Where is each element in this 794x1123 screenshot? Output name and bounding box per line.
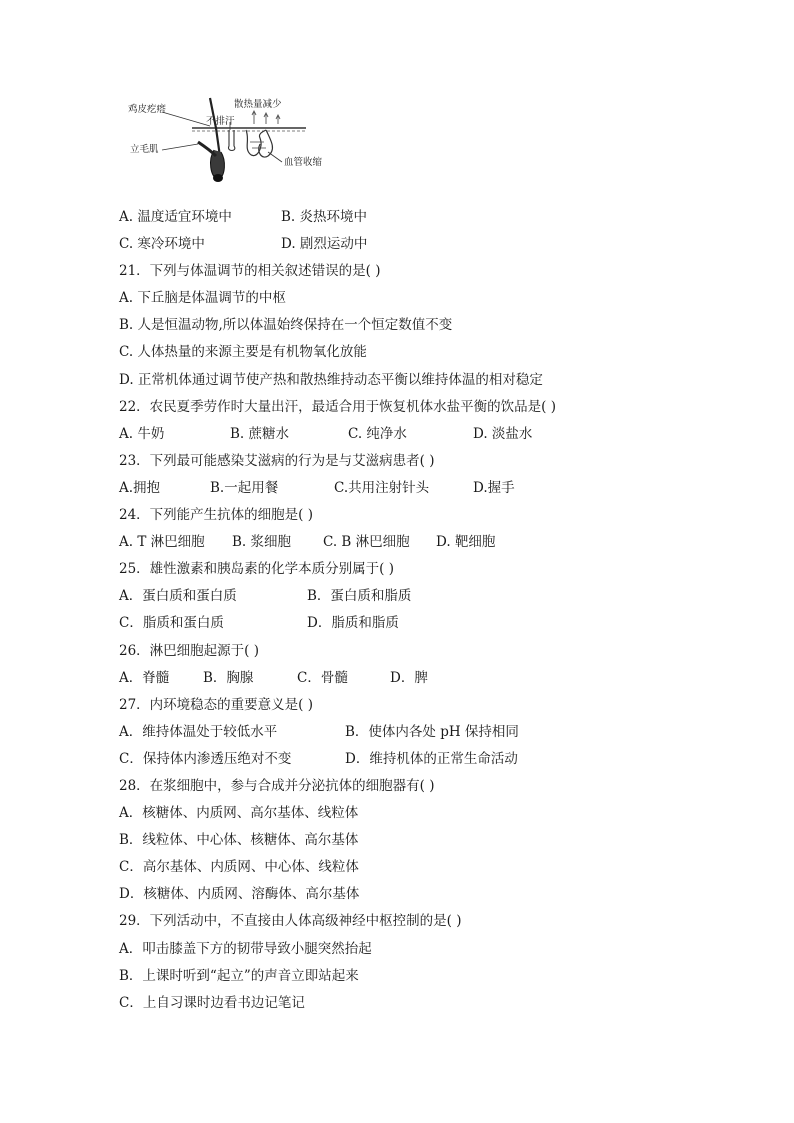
- answer-option: B．胸腺: [203, 669, 254, 686]
- text-line: [119, 881, 679, 908]
- option-row: [119, 665, 679, 692]
- answer-option: A. 牛奶: [119, 425, 165, 442]
- option-row: [119, 583, 679, 610]
- answer-option: C．脂质和蛋白质: [119, 615, 224, 632]
- question-text: 21．下列与体温调节的相关叙述错误的是( ): [119, 263, 381, 280]
- text-line: [119, 773, 679, 800]
- answer-option: D．脂质和脂质: [307, 615, 399, 632]
- option-row: [119, 475, 679, 502]
- option-row: [119, 746, 679, 773]
- text-line: [119, 394, 679, 421]
- text-line: [119, 638, 679, 665]
- text-line: [119, 502, 679, 529]
- option-row: [119, 529, 679, 556]
- answer-option: B．蛋白质和脂质: [307, 588, 412, 605]
- answer-option: B. 浆细胞: [232, 534, 292, 551]
- text-line: [119, 339, 679, 366]
- skin-thermoregulation-figure: [126, 90, 346, 192]
- answer-option: C．骨髓: [297, 669, 348, 686]
- question-text: 25．雄性激素和胰岛素的化学本质分别属于( ): [119, 561, 395, 578]
- question-text: B．线粒体、中心体、核糖体、高尔基体: [119, 832, 359, 849]
- text-line: [119, 936, 679, 963]
- question-content: [119, 204, 679, 1017]
- label-no-sweat: 不排汗: [206, 116, 235, 127]
- text-line: [119, 800, 679, 827]
- label-vessel-constrict: 血管收缩: [284, 157, 323, 168]
- text-line: [119, 556, 679, 583]
- answer-option: C．保持体内渗透压绝对不变: [119, 750, 292, 767]
- question-text: B．上课时听到“起立”的声音立即站起来: [119, 967, 359, 984]
- question-text: A．叩击膝盖下方的韧带导致小腿突然抬起: [119, 940, 372, 957]
- answer-option: A. 温度适宜环境中: [119, 209, 232, 225]
- answer-option: B．使体内各处 pH 保持相同: [345, 723, 519, 740]
- answer-option: D.握手: [473, 479, 515, 496]
- option-row: [119, 421, 679, 448]
- question-text: C．高尔基体、内质网、中心体、线粒体: [119, 859, 359, 876]
- option-row: [119, 231, 679, 258]
- question-text: D．核糖体、内质网、溶酶体、高尔基体: [119, 886, 360, 903]
- question-text: C．上自习课时边看书边记笔记: [119, 994, 305, 1011]
- text-line: [119, 908, 679, 935]
- text-line: [119, 285, 679, 312]
- label-erector-muscle: 立毛肌: [130, 144, 159, 155]
- answer-option: B. 蔗糖水: [230, 425, 290, 442]
- answer-option: A．蛋白质和蛋白质: [119, 588, 237, 605]
- question-text: 24．下列能产生抗体的细胞是( ): [119, 507, 314, 524]
- question-text: A．核糖体、内质网、高尔基体、线粒体: [119, 805, 359, 822]
- option-row: [119, 719, 679, 746]
- question-text: A. 下丘脑是体温调节的中枢: [119, 290, 286, 307]
- answer-option: A. T 淋巴细胞: [119, 534, 205, 551]
- answer-option: C.共用注射针头: [334, 479, 430, 496]
- answer-option: D．维持机体的正常生命活动: [345, 750, 518, 767]
- text-line: [119, 827, 679, 854]
- answer-option: C. 纯净水: [348, 425, 407, 442]
- answer-option: C. B 淋巴细胞: [323, 534, 410, 551]
- question-text: 26．淋巴细胞起源于( ): [119, 642, 260, 659]
- question-text: 29．下列活动中，不直接由人体高级神经中枢控制的是( ): [119, 913, 462, 930]
- answer-option: D. 靶细胞: [436, 534, 496, 551]
- question-text: 28．在浆细胞中，参与合成并分泌抗体的细胞器有( ): [119, 777, 435, 794]
- label-less-heat-loss: 散热量减少: [234, 99, 282, 110]
- option-row: [119, 204, 679, 231]
- question-text: 27．内环境稳态的重要意义是( ): [119, 696, 314, 713]
- text-line: [119, 312, 679, 339]
- label-goosebumps: 鸡皮疙瘩: [128, 104, 167, 115]
- answer-option: D. 剧烈运动中: [281, 236, 368, 253]
- answer-option: D. 淡盐水: [473, 425, 533, 442]
- question-text: 23．下列最可能感染艾滋病的行为是与艾滋病患者( ): [119, 452, 435, 469]
- question-text: C. 人体热量的来源主要是有机物氧化放能: [119, 344, 367, 361]
- text-line: [119, 990, 679, 1017]
- text-line: [119, 963, 679, 990]
- answer-option: D．脾: [390, 669, 428, 686]
- text-line: [119, 367, 679, 394]
- question-text: 22．农民夏季劳作时大量出汗，最适合用于恢复机体水盐平衡的饮品是( ): [119, 398, 557, 415]
- answer-option: A．脊髓: [119, 669, 170, 686]
- answer-option: B.一起用餐: [210, 479, 279, 496]
- text-line: [119, 258, 679, 285]
- text-line: [119, 448, 679, 475]
- skin-diagram: [126, 90, 346, 192]
- text-line: [119, 692, 679, 719]
- question-text: B. 人是恒温动物,所以体温始终保持在一个恒定数值不变: [119, 317, 453, 334]
- question-text: D. 正常机体通过调节使产热和散热维持动态平衡以维持体温的相对稳定: [119, 371, 543, 388]
- answer-option: A.拥抱: [119, 479, 161, 496]
- answer-option: B. 炎热环境中: [281, 209, 368, 225]
- answer-option: C. 寒冷环境中: [119, 236, 205, 253]
- answer-option: A．维持体温处于较低水平: [119, 723, 278, 740]
- option-row: [119, 610, 679, 637]
- text-line: [119, 854, 679, 881]
